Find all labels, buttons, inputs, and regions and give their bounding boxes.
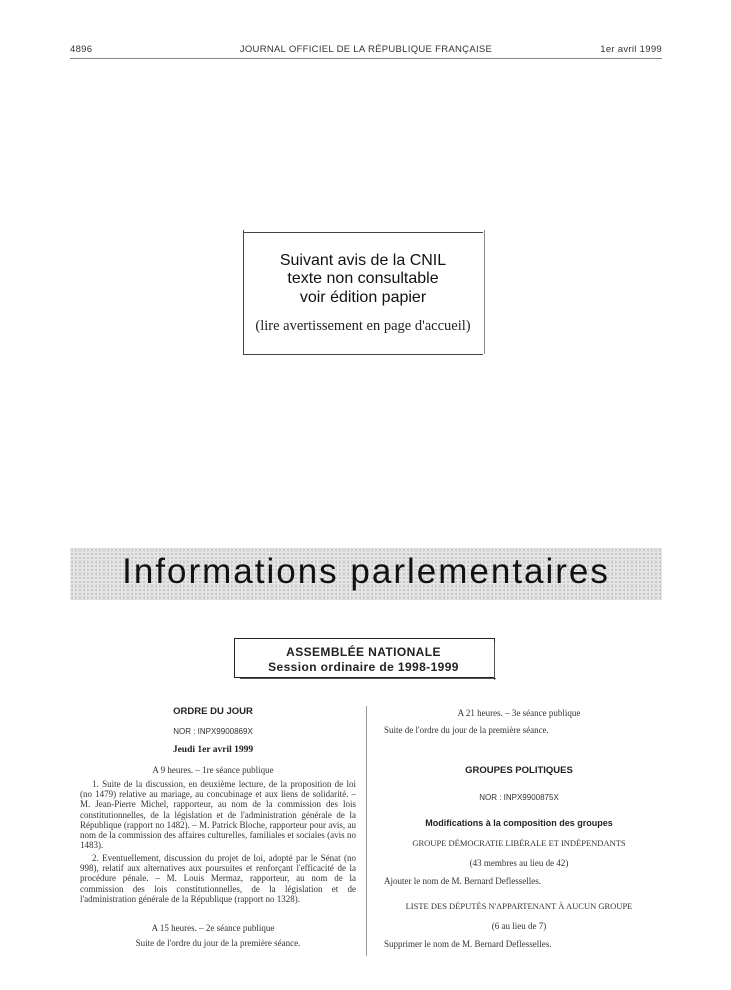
agenda-item-1: 1. Suite de la discussion, en deuxième lecture, de la proposition de loi (no 1479) relative au mariage, au concubinage et aux liens de solidarité. – M. Jean-Pierre Michel, rapporteur, au nom de la commission des lois constitutionnelles, de la législation et de l'administration générale de la République (rapport no 1482). – M. Patrick Bloche, rapporteur pour avis, au nom de la commission des affaires culturelles, familiales et sociales (avis no 1483). (80, 779, 356, 851)
section-banner-title: Informations parlementaires (122, 552, 610, 591)
group-1-action: Ajouter le nom de M. Bernard Deflesselles. (384, 876, 541, 886)
agenda-slot-3-text: Suite de l'ordre du jour de la première séance. (384, 725, 549, 735)
chamber-box-shadow-right (494, 642, 495, 680)
groups-heading: GROUPES POLITIQUES (465, 765, 573, 776)
group-2-name: LISTE DES DÉPUTÉS N'APPARTENANT À AUCUN GROUPE (405, 901, 633, 911)
agenda-slot-1: A 9 heures. – 1re séance publique (152, 765, 274, 775)
group-2-count: (6 au lieu de 7) (491, 921, 547, 931)
agenda-day: Jeudi 1er avril 1999 (172, 745, 254, 755)
group-2-action: Supprimer le nom de M. Bernard Deflesselles. (384, 939, 552, 949)
cnil-box-top-border (243, 232, 483, 233)
groups-nor: NOR : INPX9900875X (479, 793, 559, 802)
issue-date: 1er avril 1999 (600, 44, 662, 55)
cnil-note: (lire avertissement en page d'accueil) (255, 318, 471, 334)
agenda-slot-2: A 15 heures. – 2e séance publique (151, 923, 275, 933)
cnil-line-1: Suivant avis de la CNIL (279, 252, 447, 269)
column-divider (366, 706, 367, 956)
chamber-box-shadow-bottom (240, 678, 496, 679)
agenda-heading: ORDRE DU JOUR (173, 706, 253, 717)
group-1-name: GROUPE DÉMOCRATIE LIBÉRALE ET INDÉPENDANTS (412, 838, 626, 848)
cnil-box-bottom-border (243, 354, 483, 355)
agenda-item-2: 2. Eventuellement, discussion du projet de loi, adopté par le Sénat (no 998), relatif aux alternatives aux poursuites et renforçant l'efficacité de la procédure pénale. – M. Louis Mermaz, rapporteur, au nom de la commission des lois constitutionnelles, de la législation et de l'administration générale de la République (rapport no 1328). (80, 853, 356, 904)
agenda-nor: NOR : INPX9900869X (173, 727, 253, 736)
chamber-name: ASSEMBLÉE NATIONALE (286, 645, 441, 659)
cnil-line-2: texte non consultable (287, 270, 439, 287)
groups-subheading: Modifications à la composition des groupes (425, 818, 613, 828)
journal-title: JOURNAL OFFICIEL DE LA RÉPUBLIQUE FRANÇAISE (239, 44, 493, 55)
group-1-count: (43 membres au lieu de 42) (469, 858, 569, 868)
agenda-slot-3: A 21 heures. – 3e séance publique (457, 708, 581, 718)
chamber-session: Session ordinaire de 1998-1999 (268, 660, 459, 674)
cnil-line-3: voir édition papier (299, 289, 427, 306)
page-number: 4896 (70, 44, 93, 55)
header-rule (70, 58, 662, 59)
agenda-slot-2-text: Suite de l'ordre du jour de la première séance. (135, 938, 301, 948)
